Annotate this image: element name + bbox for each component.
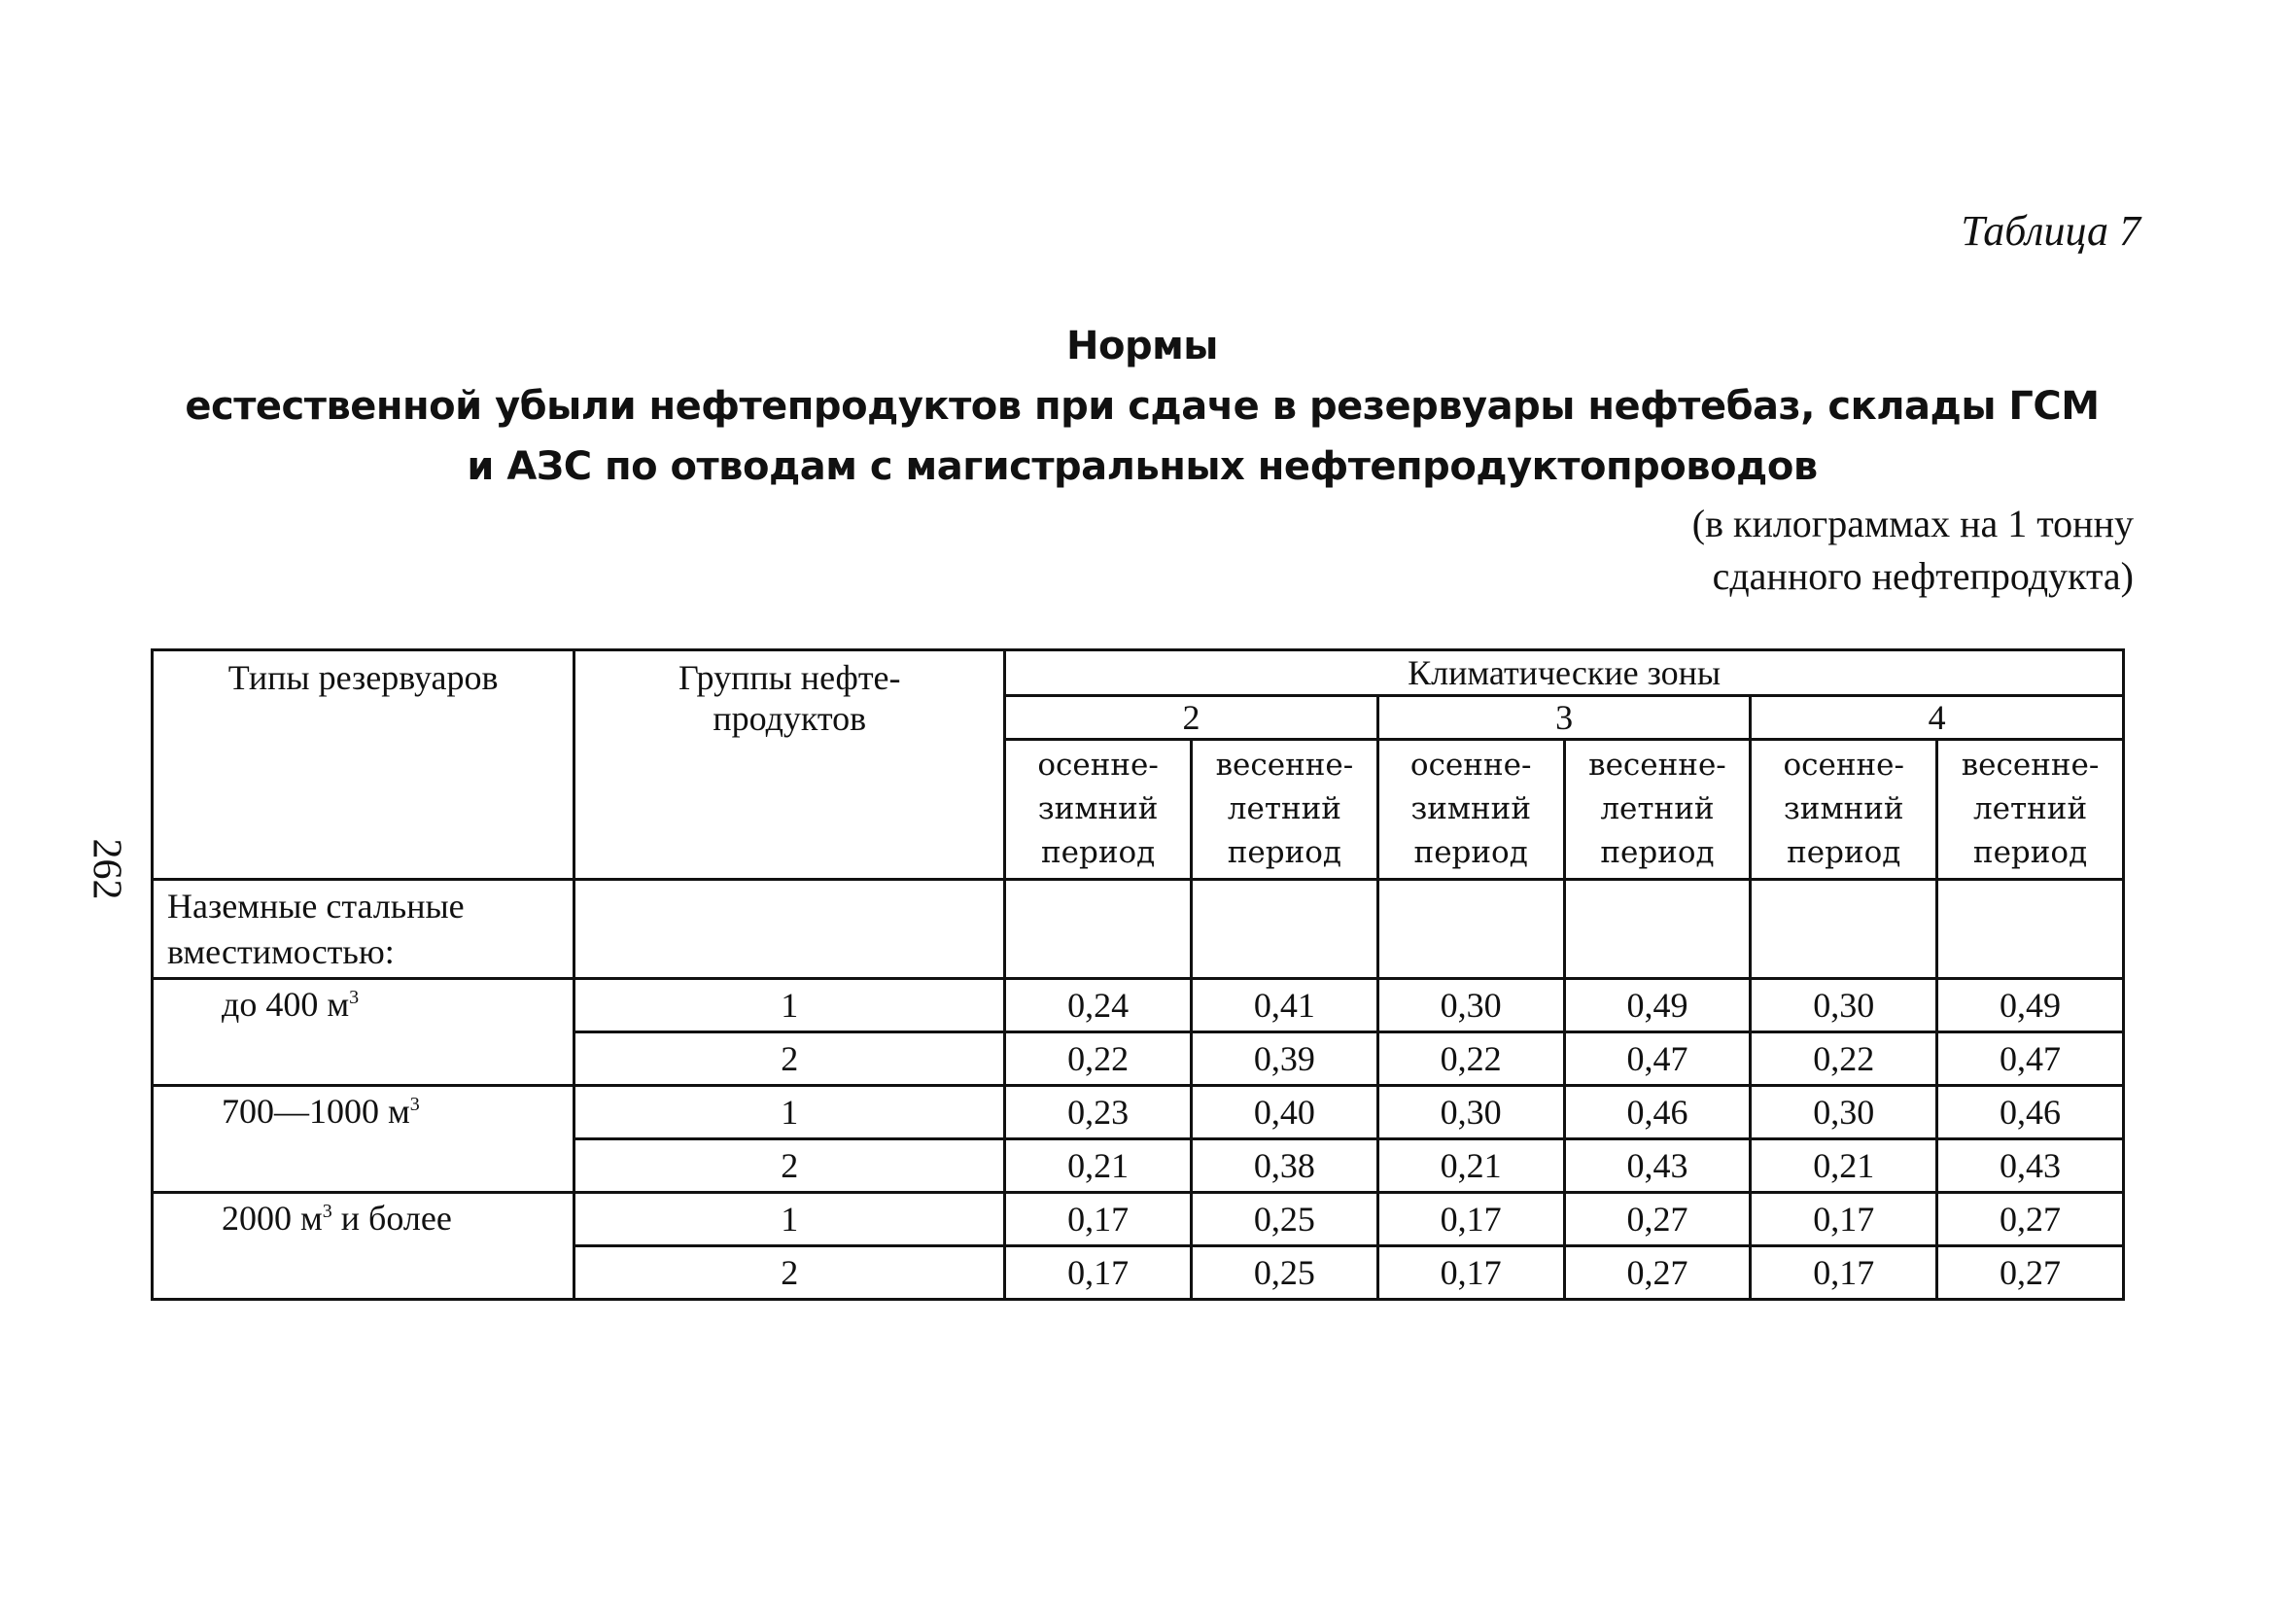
period-line: осенне- [1783,748,1904,783]
header-spring-summer-period [1937,740,2124,880]
norm-value-cell: 0,41 [1191,979,1377,1032]
empty-cell [1751,880,1937,979]
capacity-label: 2000 м [222,1199,323,1238]
header-spring-summer-period [1191,740,1377,880]
empty-cell [1377,880,1564,979]
norm-value-cell: 0,46 [1937,1086,2124,1139]
header-zone: 4 [1751,696,2124,740]
norm-value-cell: 0,30 [1751,979,1937,1032]
norm-value-cell: 0,27 [1937,1246,2124,1300]
empty-cell [1564,880,1751,979]
norm-value-cell: 0,22 [1751,1032,1937,1086]
title-line-1: Нормы [1066,324,1218,368]
header-zone: 2 [1005,696,1378,740]
norm-value-cell: 0,22 [1377,1032,1564,1086]
norm-value-cell: 0,25 [1191,1246,1377,1300]
period-line: период [1413,835,1528,870]
norm-value-cell: 0,24 [1005,979,1192,1032]
product-group-cell: 1 [574,1193,1005,1246]
norm-value-cell: 0,30 [1751,1086,1937,1139]
product-group-cell: 2 [574,1139,1005,1193]
norms-table [151,648,2125,1301]
capacity-label: до 400 м [222,985,350,1024]
capacity-cell [153,1086,574,1193]
period-line: период [1787,835,1901,870]
header-groups-line-1: Группы нефте- [678,658,901,697]
period-line: зимний [1410,791,1531,826]
norm-value-cell: 0,22 [1005,1032,1192,1086]
norm-value-cell: 0,43 [1937,1139,2124,1193]
product-group-cell: 1 [574,979,1005,1032]
title-line-2: естественной убыли нефтепродуктов при сдаче в резервуары нефтебаз, склады ГСМ [185,384,2100,429]
norm-value-cell: 0,17 [1005,1193,1192,1246]
header-autumn-winter-period [1005,740,1192,880]
empty-cell [1191,880,1377,979]
header-autumn-winter-period [1751,740,1937,880]
norm-value-cell: 0,17 [1377,1193,1564,1246]
product-group-cell: 2 [574,1246,1005,1300]
norm-value-cell: 0,17 [1377,1246,1564,1300]
capacity-unit-exponent: 3 [409,1094,420,1115]
units-line-2: сданного нефтепродукта) [1712,554,2134,598]
norm-value-cell: 0,39 [1191,1032,1377,1086]
header-types: Типы резервуаров [153,650,574,880]
norm-value-cell: 0,21 [1751,1139,1937,1193]
page-number: 262 [84,838,129,900]
norm-value-cell: 0,46 [1564,1086,1751,1139]
header-groups [574,650,1005,880]
product-group-cell: 1 [574,1086,1005,1139]
empty-cell [574,880,1005,979]
period-line: период [1040,835,1156,870]
group-title [153,880,574,979]
norm-value-cell: 0,49 [1564,979,1751,1032]
norm-value-cell: 0,47 [1564,1032,1751,1086]
period-line: зимний [1037,791,1159,826]
header-climatic-zones: Климатические зоны [1005,650,2124,696]
units-note [1692,498,2134,603]
norm-value-cell: 0,21 [1377,1139,1564,1193]
norm-value-cell: 0,21 [1005,1139,1192,1193]
period-line: весенне- [1215,748,1354,783]
capacity-unit-exponent: 3 [322,1201,332,1222]
capacity-cell [153,1193,574,1300]
capacity-cell [153,979,574,1086]
period-line: весенне- [1961,748,2100,783]
norm-value-cell: 0,23 [1005,1086,1192,1139]
norm-value-cell: 0,30 [1377,1086,1564,1139]
capacity-label: 700—1000 м [222,1092,410,1131]
group-title-line-2: вместимостью: [167,931,395,971]
header-autumn-winter-period [1377,740,1564,880]
norm-value-cell: 0,25 [1191,1193,1377,1246]
norm-value-cell: 0,30 [1377,979,1564,1032]
norm-value-cell: 0,17 [1005,1246,1192,1300]
table-row [153,1193,2124,1246]
header-groups-line-2: продуктов [713,699,867,738]
norm-value-cell: 0,17 [1751,1246,1937,1300]
norm-value-cell: 0,47 [1937,1032,2124,1086]
period-line: осенне- [1037,748,1159,783]
period-line: период [1600,835,1715,870]
period-line: летний [1972,791,2088,826]
capacity-suffix: и более [331,1199,452,1238]
table-row [153,1086,2124,1139]
period-line: летний [1227,791,1341,826]
title-line-3: и АЗС по отводам с магистральных нефтепродуктопроводов [467,444,1818,489]
product-group-cell: 2 [574,1032,1005,1086]
norm-value-cell: 0,40 [1191,1086,1377,1139]
period-line: весенне- [1588,748,1726,783]
empty-cell [1005,880,1192,979]
document-title [146,316,2139,497]
period-line: осенне- [1409,748,1532,783]
capacity-unit-exponent: 3 [349,987,360,1008]
norm-value-cell: 0,27 [1564,1193,1751,1246]
units-line-1: (в килограммах на 1 тонну [1691,502,2134,545]
norm-value-cell: 0,27 [1564,1246,1751,1300]
table-row [153,979,2124,1032]
norm-value-cell: 0,38 [1191,1139,1377,1193]
norm-value-cell: 0,17 [1751,1193,1937,1246]
table-label: Таблица 7 [1961,207,2140,255]
empty-cell [1937,880,2124,979]
norm-value-cell: 0,43 [1564,1139,1751,1193]
norm-value-cell: 0,49 [1937,979,2124,1032]
period-line: зимний [1783,791,1904,826]
period-line: летний [1600,791,1715,826]
group-title-line-1: Наземные стальные [167,886,465,926]
norm-value-cell: 0,27 [1937,1193,2124,1246]
period-line: период [1227,835,1342,870]
period-line: период [1972,835,2088,870]
header-zone: 3 [1377,696,1751,740]
header-spring-summer-period [1564,740,1751,880]
